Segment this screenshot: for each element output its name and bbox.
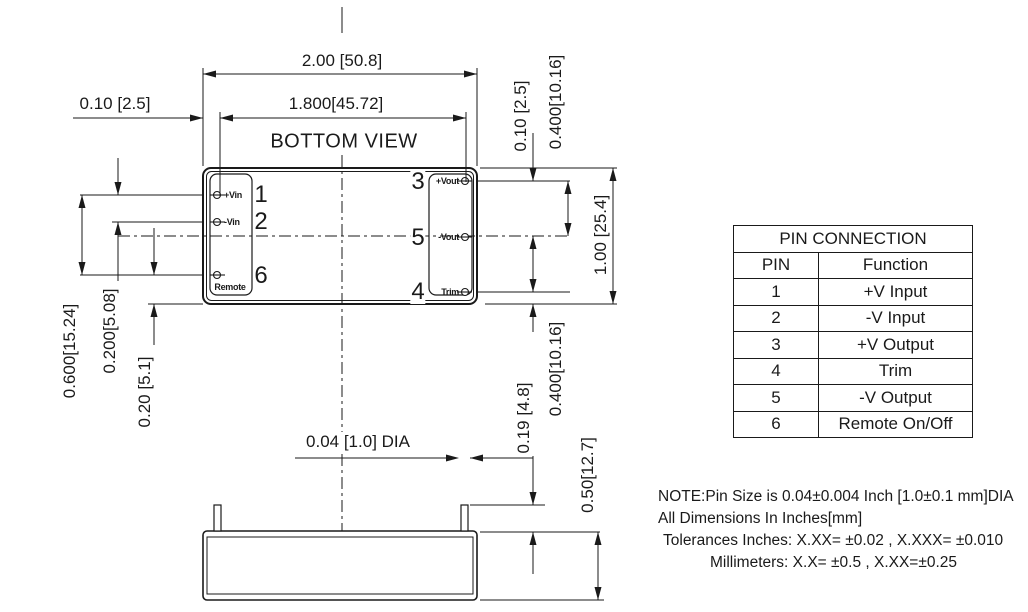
function-cell: +V Input (819, 279, 973, 306)
table-row (734, 279, 973, 306)
side-view (203, 505, 477, 600)
pin-table-header-function: Function (819, 252, 973, 279)
dim-pin-length: 0.19 [4.8] (514, 382, 533, 454)
pin-cell: 2 (734, 305, 819, 332)
table-row (734, 385, 973, 412)
pin6-number: 6 (254, 262, 268, 289)
dim-pin6-edge: 0.20 [5.1] (135, 356, 154, 428)
pin1-number: 1 (254, 181, 268, 208)
pin-cell: 4 (734, 358, 819, 385)
function-cell: Remote On/Off (819, 411, 973, 438)
note-tolerances-inches: Tolerances Inches: X.XX= ±0.02 , X.XXX= ±0.010 (663, 532, 1004, 549)
pin1-label: +Vin (224, 190, 242, 200)
dim-body-width: 2.00 [50.8] (301, 51, 383, 70)
pin2-number: 2 (254, 208, 268, 235)
note-dimensions: All Dimensions In Inches[mm] (658, 510, 863, 527)
dim-pin-offset-left: 0.10 [2.5] (79, 94, 151, 113)
function-cell: Trim (819, 358, 973, 385)
function-cell: +V Output (819, 332, 973, 359)
pin4-number: 4 (411, 278, 425, 305)
dim-pin-offset-top: 0.10 [2.5] (511, 80, 530, 152)
pin-connection-table (733, 225, 973, 438)
pin-cell: 3 (734, 332, 819, 359)
side-view-pin-right (461, 505, 468, 531)
table-row (734, 358, 973, 385)
note-tolerances-mm: Millimeters: X.X= ±0.5 , X.XX=±0.25 (710, 554, 958, 571)
view-title: BOTTOM VIEW (270, 130, 418, 153)
dim-case-height: 0.50[12.7] (578, 437, 597, 513)
pin-cell: 5 (734, 385, 819, 412)
pin2-label: -Vin (224, 217, 240, 227)
dim-pin1-pin6: 0.600[15.24] (60, 303, 79, 399)
function-cell: -V Output (819, 385, 973, 412)
function-cell: -V Input (819, 305, 973, 332)
notes-block (658, 486, 1014, 574)
dim-pin3-center: 0.400[10.16] (546, 54, 565, 150)
table-row (734, 305, 973, 332)
dim-pin-span: 1.800[45.72] (288, 94, 384, 113)
pin6-label: Remote (214, 282, 246, 292)
pin-table-title: PIN CONNECTION (734, 226, 973, 253)
pin4-label: Trim (441, 287, 459, 297)
note-pin-size: NOTE:Pin Size is 0.04±0.004 Inch [1.0±0.1 mm]DIA (658, 488, 1014, 505)
table-row (734, 332, 973, 359)
pin-table-header-pin: PIN (734, 252, 819, 279)
pin5-number: 5 (411, 224, 425, 251)
dim-center-pin4: 0.400[10.16] (546, 321, 565, 417)
dim-pin1-pin2: 0.200[5.08] (100, 288, 119, 374)
dim-body-height: 1.00 [25.4] (591, 194, 610, 276)
left-dimensions (80, 158, 203, 345)
pin3-number: 3 (411, 168, 425, 195)
dim-pin-diameter: 0.04 [1.0] DIA (303, 432, 413, 452)
table-row (734, 411, 973, 438)
pin5-label: -Vout (438, 232, 459, 242)
pin3-label: +Vout (435, 176, 459, 186)
pin-cell: 6 (734, 411, 819, 438)
side-view-pin-left (214, 505, 221, 531)
pin-cell: 1 (734, 279, 819, 306)
